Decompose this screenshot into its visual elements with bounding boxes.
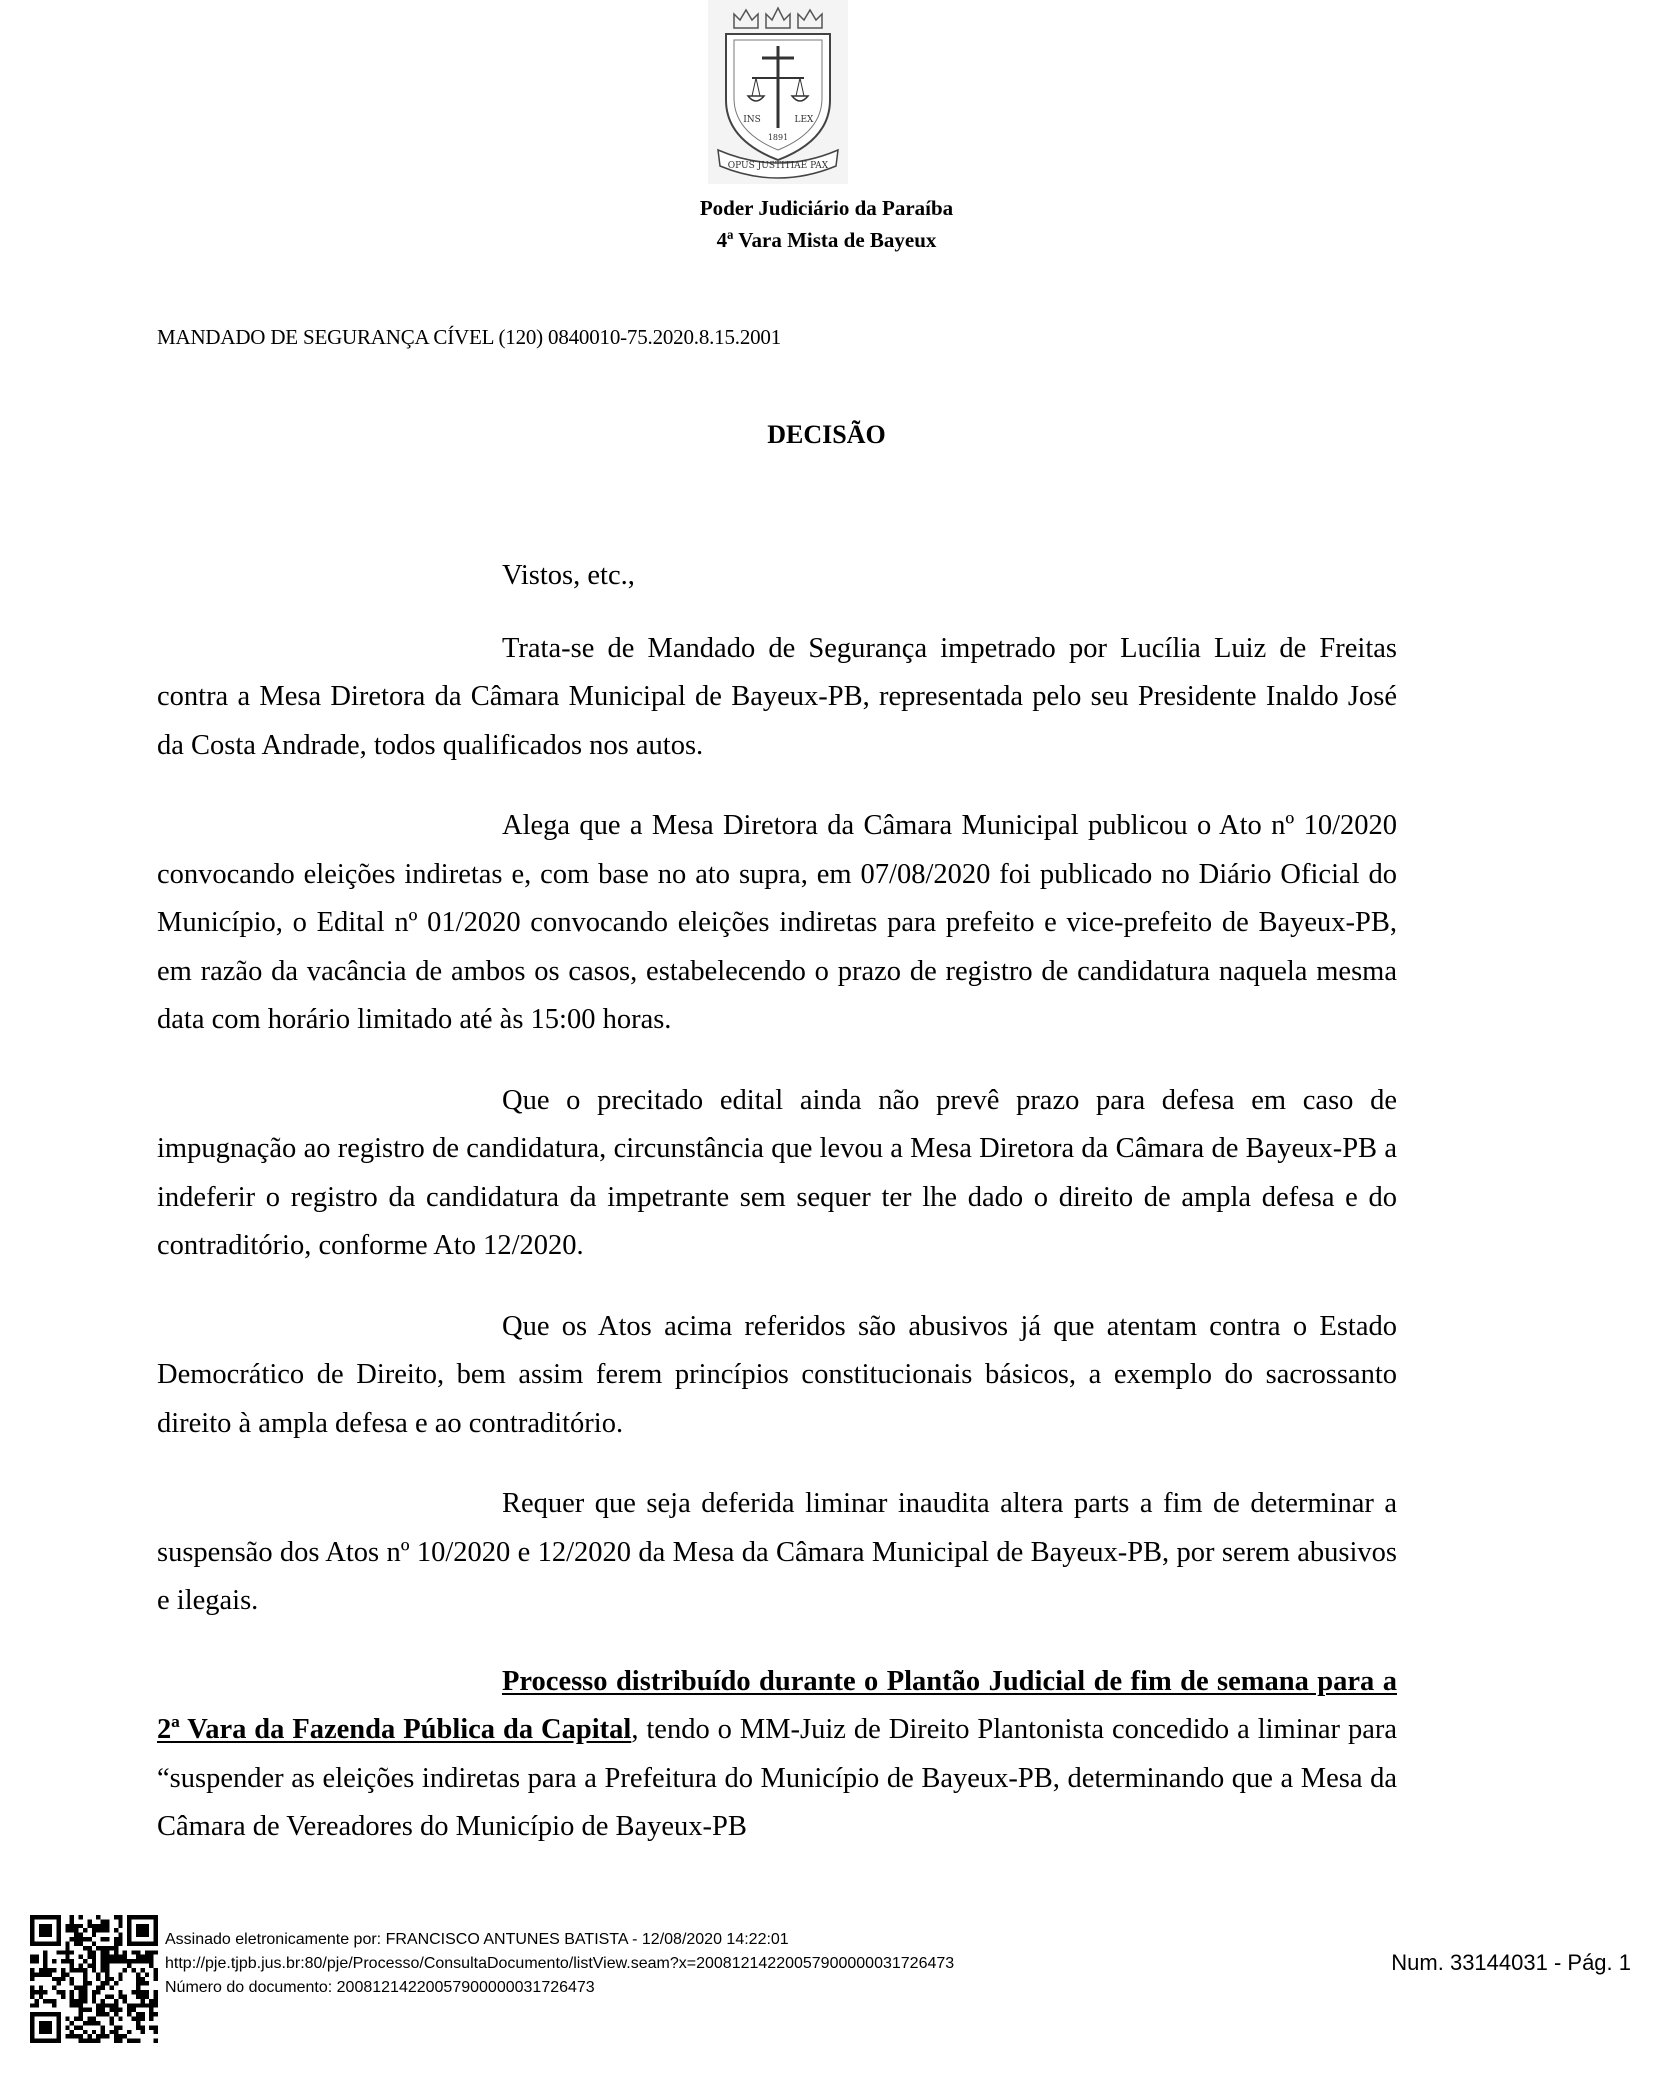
paragraph-6 bbox=[157, 1658, 1397, 1852]
signature-footer bbox=[165, 1928, 954, 2000]
signature-line: Assinado eletronicamente por: FRANCISCO ANTUNES BATISTA - 12/08/2020 14:22:01 bbox=[165, 1931, 789, 1948]
page-number: Num. 33144031 - Pág. 1 bbox=[1391, 1950, 1631, 1975]
paragraph-1: Trata-se de Mandado de Segurança impetrado por Lucília Luiz de Freitas contra a Mesa Diretora da Câmara Municipal de Bayeux-PB, representada pelo seu Presidente Inaldo José da Costa Andrade, todos qualificados nos autos. bbox=[157, 632, 1397, 761]
court-division: 4ª Vara Mista de Bayeux bbox=[716, 228, 937, 252]
svg-text:OPUS JUSTITIAE PAX: OPUS JUSTITIAE PAX bbox=[727, 161, 829, 171]
decision-body bbox=[157, 552, 1397, 1852]
svg-text:INS: INS bbox=[743, 115, 761, 125]
court-name: Poder Judiciário da Paraíba bbox=[699, 196, 954, 220]
case-identifier: MANDADO DE SEGURANÇA CÍVEL (120) 0840010-75.2020.8.15.2001 bbox=[157, 325, 782, 349]
paragraph-opening: Vistos, etc., bbox=[502, 560, 635, 591]
document-title: DECISÃO bbox=[767, 420, 886, 449]
court-seal-emblem bbox=[708, 0, 848, 184]
svg-text:1891: 1891 bbox=[767, 133, 789, 142]
paragraph-6-text: , tendo o MM-Juiz de Direito Plantonista concedido a liminar para “suspender as eleições indiretas para a Prefeitura do Município de Bayeux-PB, determinando que a Mesa da Câmara de Vereadores do Município de Bayeux-PB bbox=[157, 1714, 1397, 1842]
document-number: Número do documento: 20081214220057900000031726473 bbox=[165, 1979, 595, 1996]
paragraph-6-emphasis: Processo distribuído durante o Plantão Judicial de fim de semana para a 2ª Vara da Fazenda Pública da Capital bbox=[157, 1665, 1397, 1745]
paragraph-3: Que o precitado edital ainda não prevê prazo para defesa em caso de impugnação ao registro de candidatura, circunstância que levou a Mesa Diretora da Câmara de Bayeux-PB a indeferir o registro da candidatura da impetrante sem sequer ter lhe dado o direito de ampla defesa e do contraditório, conforme Ato 12/2020. bbox=[157, 1084, 1397, 1261]
paragraph-5: Requer que seja deferida liminar inaudita altera parts a fim de determinar a suspensão dos Atos nº 10/2020 e 12/2020 da Mesa da Câmara Municipal de Bayeux-PB, por serem abusivos e ilegais. bbox=[157, 1488, 1397, 1616]
document-url[interactable]: http://pje.tjpb.jus.br:80/pje/Processo/ConsultaDocumento/listView.seam?x=20081214220057900000031726473 bbox=[165, 1955, 955, 1972]
svg-text:LEX: LEX bbox=[794, 115, 814, 125]
paragraph-2: Alega que a Mesa Diretora da Câmara Municipal publicou o Ato nº 10/2020 convocando eleições indiretas e, com base no ato supra, em 07/08/2020 foi publicado no Diário Oficial do Município, o Edital nº 01/2020 convocando eleições indiretas para prefeito e vice-prefeito de Bayeux-PB, em razão da vacância de ambos os casos, estabelecendo o prazo de registro de candidatura naquela mesma data com horário limitado até às 15:00 horas. bbox=[157, 810, 1397, 1035]
qr-code-icon bbox=[30, 1915, 158, 2043]
paragraph-4: Que os Atos acima referidos são abusivos já que atentam contra o Estado Democrático de Direito, bem assim ferem princípios constitucionais básicos, a exemplo do sacrossanto direito à ampla defesa e ao contraditório. bbox=[157, 1310, 1397, 1439]
